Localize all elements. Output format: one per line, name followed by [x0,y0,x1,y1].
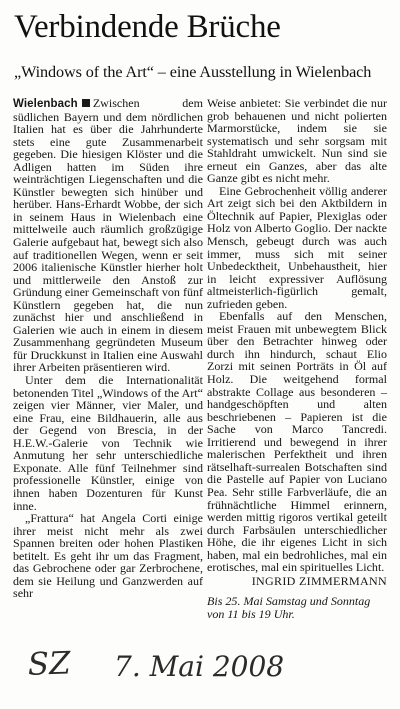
handwritten-source-note [22,640,302,690]
paragraph: Ebenfalls auf den Menschen, meist Frauen mit unbewegtem Blick über den Betrachter hinweg oder durch ihn hindurch, schaut Elio Zorzi mit seinen Porträts in Öl auf Holz. Die weitgehend formal abstrakte Collage aus besonderen – handgeschöpften und alten beschriebenen – Papieren ist die Sache von Marco Tancredi. Irritierend und bewegend in ihrer malerischen Perfektheit und ihren rätselhaft-surrealen Botschaften sind die Pastelle auf Papier von Luciano Pea. Sehr stille Farbverläufe, die an frühnächtliche Himmel erinnern, werden mittig rigoros vertikal geteilt durch Farbsäulen unterschiedlicher Höhe, die ihr eigenes Licht in sich haben, mal ein bedrohliches, mal ein erotisches, mal ein spirituelles Licht. [207,309,387,575]
paragraph: Weise anbietet: Sie verbindet die nur grob behauenen und nicht polierten Marmorstücke, indem sie sie systematisch und sehr sorgsam mit Stahldraht umwickelt. Nun sind sie erneut ein Ganzes, aber das alte Ganze gibt es nicht mehr. [207,96,387,186]
article-column-left [13,97,203,600]
exhibition-info: Bis 25. Mai Samstag und Sonntag von 11 bis 19 Uhr. [207,594,371,621]
subheadline: „Windows of the Art“ – eine Ausstellung in Wielenbach [14,63,372,81]
paragraph [13,97,203,374]
dateline-square-icon [82,99,90,107]
author-byline: INGRID ZIMMERMANN [251,573,387,588]
handwritten-date: 7. Mai 2008 [114,650,285,683]
handwritten-source: SZ [27,645,72,683]
headline: Verbindende Brüche [14,9,281,45]
dateline: Wielenbach [13,98,78,110]
paragraph-text: Zwischen dem südlichen Bayern und dem nördlichen Italien hat es über die Jahrhunderte stets eine gute Zusammenarbeit gegeben. Die hiesigen Klöster und die Adligen hatten im Süden ihre weinträchtigen Liegenschaften und die Künstler bewegten sich hinüber und herüber. Hans-Erhardt Wobbe, der sich in seinem Haus in Wielenbach eine mittelweile auch räumlich großzügige Galerie aufgebaut hat, bewegt sich also auf traditionellen Wegen, wenn er seit 2006 italienische Künstler hierher holt und mittlerweile den Anstoß zur Gründung einer Gemeinschaft von fünf Künstlern gegeben hat, die nun zunächst hier und anschließend in Galerien wie auch in einem in diesem Zusammenhang gegründeten Museum für Druckkunst in Italien eine Auswahl ihrer Arbeiten präsentieren wird. [13,96,204,375]
paragraph: Eine Gebrochenheit völlig anderer Art zeigt sich bei den Aktbildern in Öltechnik auf Papier, Plexiglas oder Holz von Alberto Goglio. Der nackte Mensch, gebeugt durch was auch immer, muss sich mit seiner Unbedecktheit, Unbehaustheit, hier in leicht expressiver Auflösung altmeisterlich-figürlich gemalt, zufrieden geben. [207,183,387,311]
article-column-right [207,97,387,620]
paragraph: „Frattura“ hat Angela Corti einige ihrer meist nicht mehr als zwei Spannen breiten oder hohen Plastiken betitelt. Es geht ihr um das Fragment, das Gebrochene oder gar Zerbrochene, dem sie Heilung und Ganzwerden auf sehr [13,511,203,601]
paragraph: Unter dem die Internationalität betonenden Titel „Windows of the Art“ zeigen vier Männer, vier Maler, und eine Frau, eine Bildhauerin, alle aus der Gegend von Brescia, in der H.E.W.-Galerie von Technik wie Anmutung her sehr unterschiedliche Exponate. Alle fünf Teilnehmer sind professionelle Künstler, einige von ihnen haben Dozenturen für Kunst inne. [13,373,203,513]
